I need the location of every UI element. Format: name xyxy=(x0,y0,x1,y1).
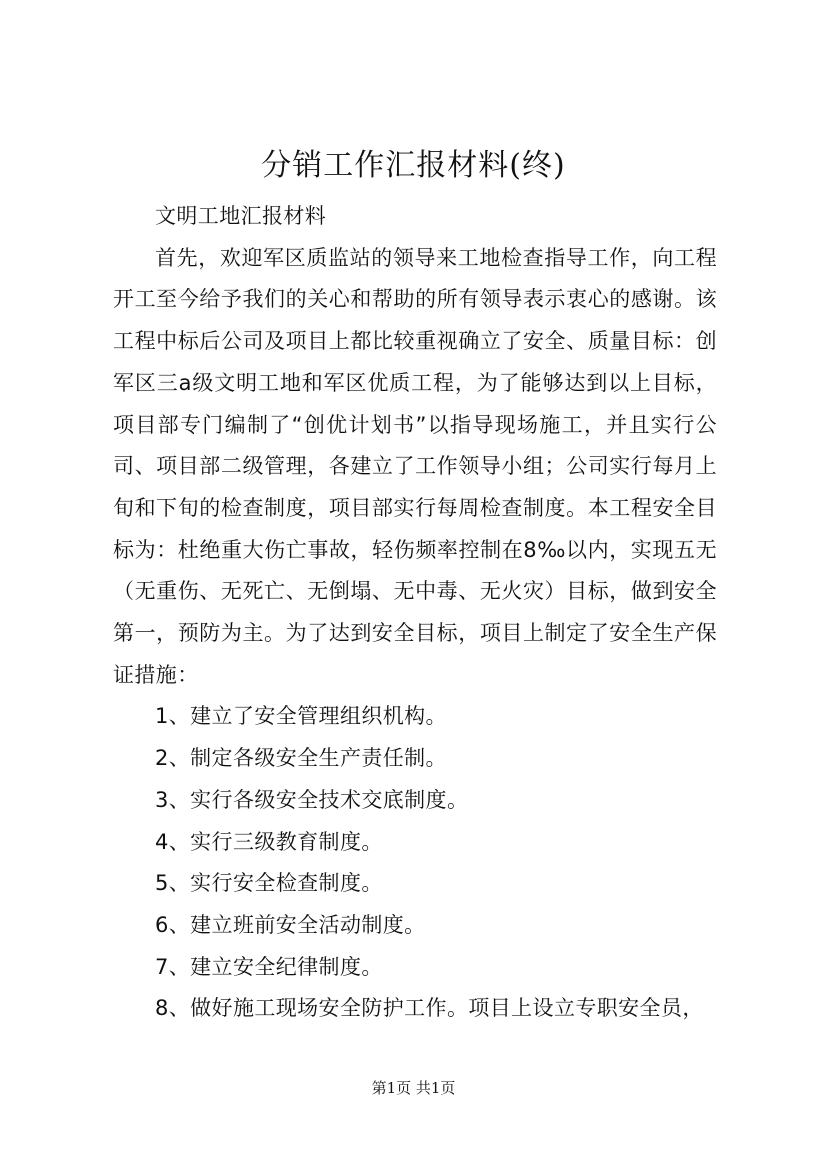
document-title: 分销工作汇报材料(终) xyxy=(261,148,566,183)
document-body xyxy=(113,196,717,1030)
list-item: 3、实行各级安全技术交底制度。 xyxy=(155,787,469,812)
list-item: 8、做好施工现场安全防护工作。项目上设立专职安全员， xyxy=(155,996,704,1021)
list-item: 1、建立了安全管理组织机构。 xyxy=(155,704,447,729)
list-item: 2、制定各级安全生产责任制。 xyxy=(155,746,447,771)
list-item: 4、实行三级教育制度。 xyxy=(155,829,383,854)
document-paragraph: 首先，欢迎军区质监站的领导来工地检查指导工作，向工程开工至今给予我们的关心和帮助的所有领导表示衷心的感谢。该工程中标后公司及项目上都比较重视确立了安全、质量目标：创军区三a级文明工地和军区优质工程，为了能够达到以上目标，项目部专门编制了“创优计划书”以指导现场施工，并且实行公司、项目部二级管理，各建立了工作领导小组；公司实行每月上旬和下旬的检查制度，项目部实行每周检查制度。本工程安全目标为：杜绝重大伤亡事故，轻伤频率控制在8‰以内，实现五无（无重伤、无死亡、无倒塌、无中毒、无火灾）目标，做到安全第一，预防为主。为了达到安全目标，项目上制定了安全生产保证措施： xyxy=(113,245,717,687)
list-item: 7、建立安全纪律制度。 xyxy=(155,954,383,979)
page-footer: 第1页 共1页 xyxy=(371,1079,456,1097)
list-item: 6、建立班前安全活动制度。 xyxy=(155,912,426,937)
list-item: 5、实行安全检查制度。 xyxy=(155,871,383,896)
document-subtitle: 文明工地汇报材料 xyxy=(155,204,327,228)
